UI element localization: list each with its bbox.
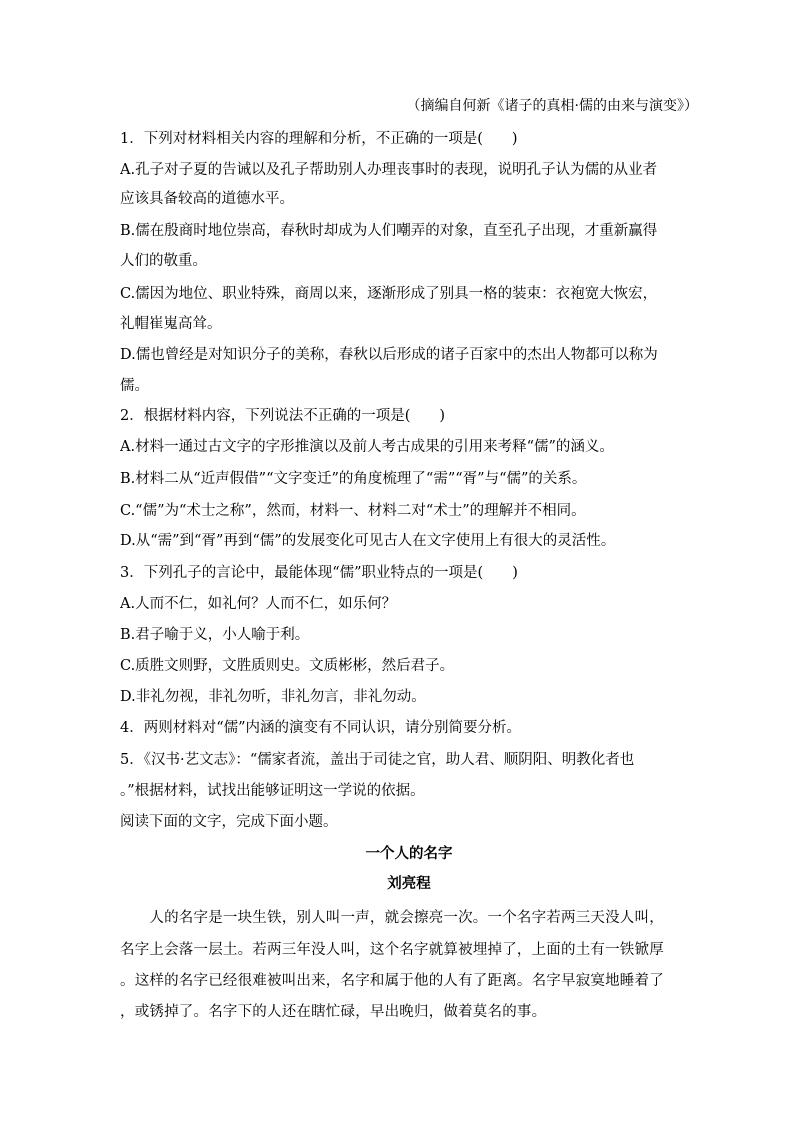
option-2d: D.从“需”到“胥”再到“儒”的发展变化可见古人在文字使用上有很大的灵活性。 xyxy=(120,533,616,549)
option-3d: D.非礼勿视，非礼勿听，非礼勿言，非礼勿动。 xyxy=(120,689,426,705)
option-1a-line1: A.孔子对子夏的告诫以及孔子帮助别人办理丧事时的表现，说明孔子认为儒的从业者 xyxy=(120,162,658,178)
question-4: 4．两则材料对“儒”内涵的演变有不同认识，请分别简要分析。 xyxy=(120,720,522,736)
question-5-line1: 5．《汉书·艺文志》：“儒家者流，盖出于司徒之官，助人君、顺阴阳、明教化者也 xyxy=(120,752,635,768)
essay-line-4: ，或锈掉了。名字下的人还在瞎忙碌，早出晚归，做着莫名的事。 xyxy=(120,1004,547,1020)
option-1a-line2: 应该具备较高的道德水平。 xyxy=(120,191,294,207)
option-1c-line1: C.儒因为地位、职业特殊，商周以来，逐渐形成了别具一格的装束：衣袍宽大恢宏， xyxy=(120,286,658,302)
option-3b: B.君子喻于义，小人喻于利。 xyxy=(120,627,310,643)
option-3c: C.质胜文则野，文胜质则史。文质彬彬，然后君子。 xyxy=(120,658,455,674)
essay-line-3: 。这样的名字已经很难被叫出来，名字和属于他的人有了距离。名字早寂寞地睡着了 xyxy=(120,973,664,989)
essay-line-1: 人的名字是一块生铁，别人叫一声，就会擦亮一次。一个名字若两三天没人叫， xyxy=(120,910,664,926)
essay-title: 一个人的名字 xyxy=(365,845,453,862)
option-1b-line1: B.儒在殷商时地位崇高，春秋时却成为人们嘲弄的对象，直至孔子出现，才重新赢得 xyxy=(120,223,658,239)
question-3: 3．下列孔子的言论中，最能体现“儒”职业特点的一项是( ) xyxy=(120,565,518,581)
essay-line-2: 名字上会落一层土。若两三年没人叫，这个名字就算被埋掉了，上面的土有一铁锨厚 xyxy=(120,942,664,958)
option-2b: B.材料二从“近声假借”“文字变迁”的角度梳理了“需”“胥”与“儒”的关系。 xyxy=(120,471,587,487)
option-1d-line2: 儒。 xyxy=(120,378,149,394)
question-1: 1．下列对材料相关内容的理解和分析，不正确的一项是( ) xyxy=(120,131,518,147)
reading-instruction: 阅读下面的文字，完成下面小题。 xyxy=(120,814,338,830)
question-5-line2: 。”根据材料，试找出能够证明这一学说的依据。 xyxy=(120,783,425,799)
essay-author: 刘亮程 xyxy=(387,875,431,892)
option-1d-line1: D.儒也曾经是对知识分子的美称，春秋以后形成的诸子百家中的杰出人物都可以称为 xyxy=(120,347,658,363)
option-1c-line2: 礼帽崔嵬高耸。 xyxy=(120,316,222,332)
option-3a: A.人而不仁，如礼何？人而不仁，如乐何？ xyxy=(120,596,397,612)
option-2c: C.“儒”为“术士之称”，然而，材料一、材料二对“术士”的理解并不相同。 xyxy=(120,503,586,519)
option-2a: A.材料一通过古文字的字形推演以及前人考古成果的引用来考释“儒”的涵义。 xyxy=(120,439,614,455)
question-2: 2．根据材料内容，下列说法不正确的一项是( ) xyxy=(120,408,446,424)
source-citation: （摘编自何新《诸子的真相·儒的由来与演变》） xyxy=(406,98,698,114)
option-1b-line2: 人们的敬重。 xyxy=(120,253,207,269)
